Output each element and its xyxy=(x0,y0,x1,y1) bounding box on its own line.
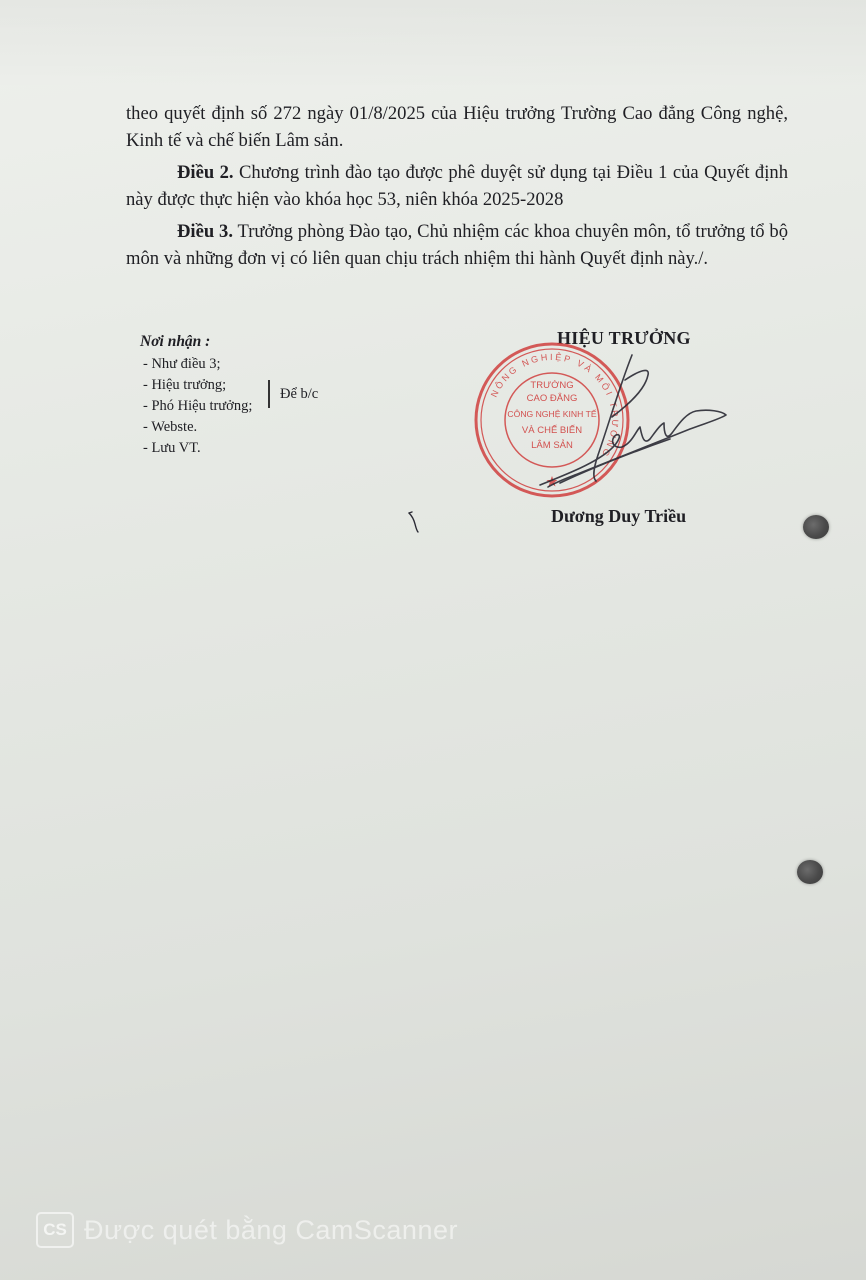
recipient-item: - Webste. xyxy=(143,419,198,435)
article-3-text: Trưởng phòng Đào tạo, Chủ nhiệm các khoa chuyên môn, tổ trưởng tổ bộ môn và những đơn vị có liên quan chịu trách nhiệm thi hành Quyết định này./. xyxy=(126,221,789,269)
recipient-bracket xyxy=(268,380,270,408)
paragraph-continuation: theo quyết định số 272 ngày 01/8/2025 của Hiệu trưởng Trường Cao đẳng Công nghệ, Kinh tế và chế biến Lâm sản. xyxy=(126,103,788,151)
seal-line: VÀ CHẾ BIẾN xyxy=(521,425,583,436)
recipient-item: - Phó Hiệu trưởng; xyxy=(143,398,253,414)
seal-ring-text: NÔNG NGHIỆP VÀ MÔI TRƯỜNG xyxy=(488,351,621,461)
punch-hole xyxy=(797,860,823,884)
article-3 xyxy=(126,218,788,272)
article-2-label: Điều 2. xyxy=(177,162,234,183)
signatory-name: Dương Duy Triều xyxy=(551,506,687,526)
handwritten-signature xyxy=(500,345,740,495)
seal-line: LÂM SẢN xyxy=(531,440,573,451)
article-3-label: Điều 3. xyxy=(177,221,233,242)
report-note: Để b/c xyxy=(280,386,319,402)
page-shading xyxy=(0,0,866,90)
recipient-item: - Như điều 3; xyxy=(143,356,221,372)
recipients-title: Nơi nhận : xyxy=(140,333,211,350)
article-2 xyxy=(126,159,788,213)
camscanner-logo-icon: CS xyxy=(36,1212,74,1248)
recipients-list xyxy=(143,354,252,459)
seal-line: CAO ĐẲNG xyxy=(526,393,578,404)
recipient-item: - Hiệu trưởng; xyxy=(143,377,227,393)
seal-line: CÔNG NGHỆ KINH TẾ xyxy=(507,409,597,419)
signatory-title: HIỆU TRƯỞNG xyxy=(557,328,691,348)
seal-line: TRƯỜNG xyxy=(530,380,574,391)
article-2-text: Chương trình đào tạo được phê duyệt sử dụng tại Điều 1 của Quyết định này được thực hiện vào khóa học 53, niên khóa 2025-2028 xyxy=(126,162,788,210)
punch-hole xyxy=(803,515,829,539)
watermark-text: Được quét bằng CamScanner xyxy=(84,1214,458,1245)
recipient-item: - Lưu VT. xyxy=(143,440,201,456)
pen-mark-icon xyxy=(406,510,420,534)
scanner-watermark xyxy=(36,1212,458,1248)
